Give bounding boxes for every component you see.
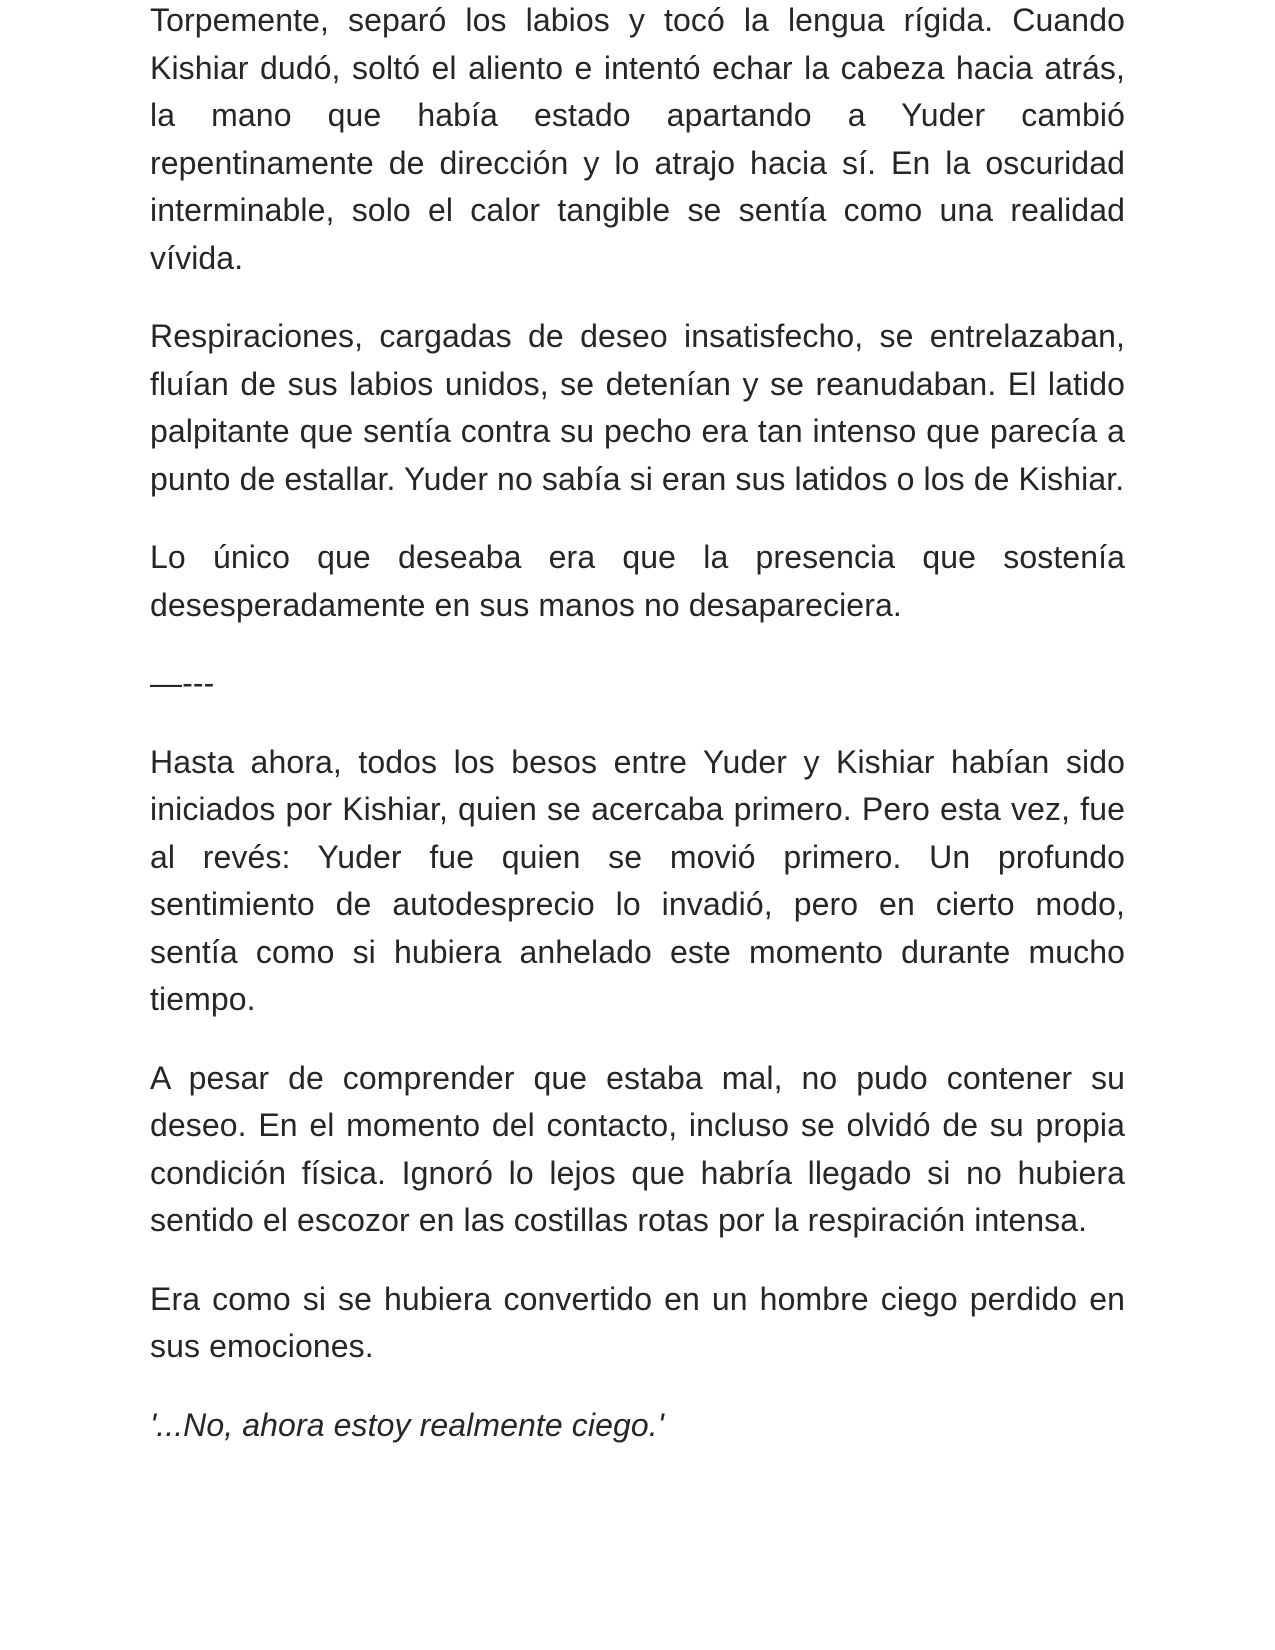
inner-thought: '...No, ahora estoy realmente ciego.' xyxy=(150,1406,664,1443)
paragraph: Lo único que deseaba era que la presencia que sostenía desesperadamente en sus manos no desapareciera. xyxy=(150,539,1125,623)
paragraph: A pesar de comprender que estaba mal, no pudo contener su deseo. En el momento del contacto, incluso se olvidó de su propia condición física. Ignoró lo lejos que habría llegado si no hubiera sentido el escozor en las costillas rotas por la respiración intensa. xyxy=(150,1059,1125,1238)
document-page xyxy=(150,0,1125,1650)
paragraph: Hasta ahora, todos los besos entre Yuder y Kishiar habían sido iniciados por Kishiar, quien se acercaba primero. Pero esta vez, fue al revés: Yuder fue quien se movió primero. Un profundo sentimiento de autodesprecio lo invadió, pero en cierto modo, sentía como si hubiera anhelado este momento durante mucho tiempo. xyxy=(150,743,1125,1017)
paragraph: Era como si se hubiera convertido en un hombre ciego perdido en sus emociones. xyxy=(150,1280,1125,1364)
paragraph: Torpemente, separó los labios y tocó la lengua rígida. Cuando Kishiar dudó, soltó el aliento e intentó echar la cabeza hacia atrás, la mano que había estado apartando a Yuder cambió repentinamente de dirección y lo atrajo hacia sí. En la oscuridad interminable, solo el calor tangible se sentía como una realidad vívida. xyxy=(150,2,1125,276)
scene-separator: —--- xyxy=(150,665,215,701)
paragraph: Respiraciones, cargadas de deseo insatisfecho, se entrelazaban, fluían de sus labios unidos, se detenían y se reanudaban. El latido palpitante que sentía contra su pecho era tan intenso que parecía a punto de estallar. Yuder no sabía si eran sus latidos o los de Kishiar. xyxy=(150,318,1125,497)
